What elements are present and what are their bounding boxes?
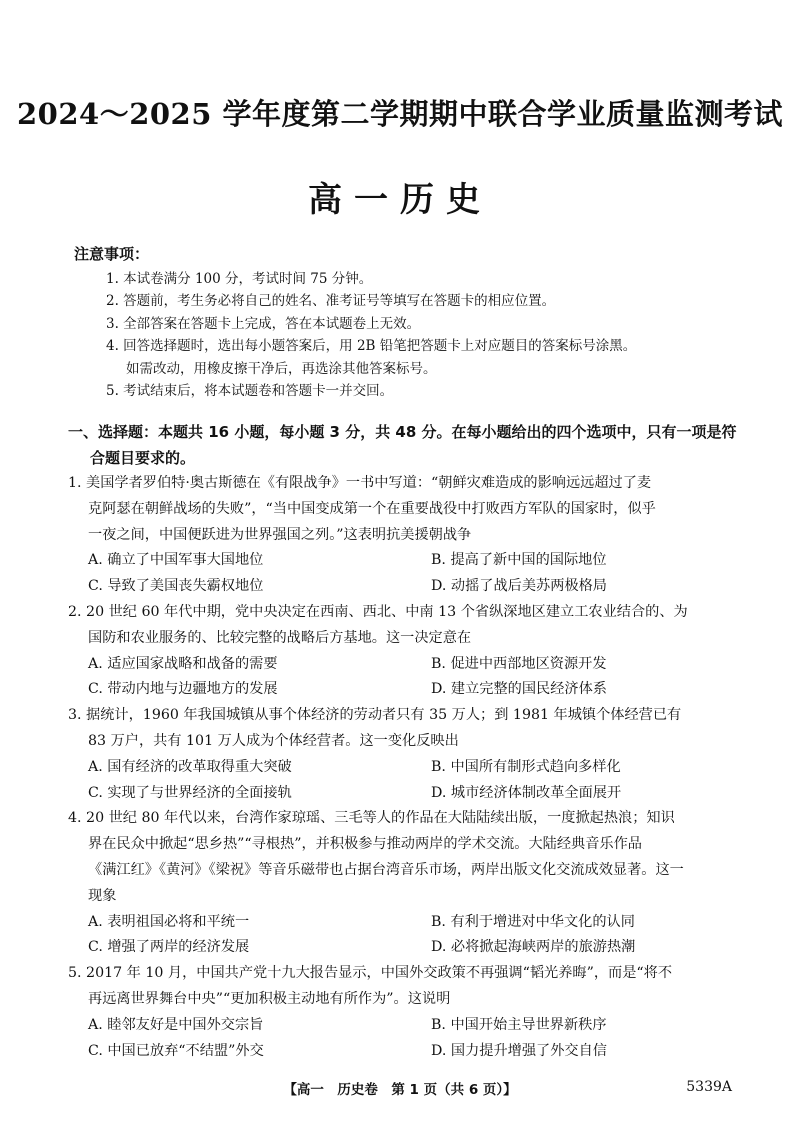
option-b: B. 促进中西部地区资源开发 xyxy=(431,655,607,672)
option-a: A. 国有经济的改革取得重大突破 xyxy=(88,758,292,775)
question-2 xyxy=(68,600,738,703)
option-c: C. 增强了两岸的经济发展 xyxy=(88,939,250,956)
section-heading-line: 一、选择题：本题共 16 小题，每小题 3 分，共 48 分。在每小题给出的四个选项中，只有一项是符 xyxy=(68,423,737,441)
question-stem-line: 3. 据统计，1960 年我国城镇从事个体经济的劳动者只有 35 万人；到 1981 年城镇个体经营已有 xyxy=(68,707,682,724)
section-heading xyxy=(68,419,748,471)
option-b: B. 中国所有制形式趋向多样化 xyxy=(431,758,621,775)
question-stem-line: 克阿瑟在朝鲜战场的失败”，“当中国变成第一个在重要战役中打败西方军队的国家时，似乎 xyxy=(88,500,656,517)
question-stem-line: 现象 xyxy=(88,887,117,904)
question-list xyxy=(68,471,738,1064)
question-stem-line: 4. 20 世纪 80 年代以来，台湾作家琼瑶、三毛等人的作品在大陆陆续出版，一度掀起热浪；知识 xyxy=(68,810,675,827)
question-stem-line: 再远离世界舞台中央”“更加积极主动地有所作为”。这说明 xyxy=(88,990,451,1007)
question-stem-line: 《满江红》《黄河》《梁祝》等音乐磁带也占据台湾音乐市场，两岸出版文化交流成效显著。这一 xyxy=(88,861,684,878)
question-4 xyxy=(68,806,738,961)
notice-item: 1. 本试卷满分 100 分，考试时间 75 分钟。 xyxy=(106,271,373,287)
question-stem-line: 83 万户，共有 101 万人成为个体经营者。这一变化反映出 xyxy=(88,732,459,749)
option-c: C. 带动内地与边疆地方的发展 xyxy=(88,681,278,698)
paper-code: 5339A xyxy=(686,1079,732,1095)
question-3 xyxy=(68,703,738,806)
page-footer: 【高一 历史卷 第 1 页（共 6 页）】 xyxy=(283,1082,517,1098)
question-options xyxy=(68,1013,738,1065)
option-c: C. 导致了美国丧失霸权地位 xyxy=(88,578,264,595)
question-stem-line: 一夜之间，中国便跃进为世界强国之列。”这表明抗美援朝战争 xyxy=(88,526,472,543)
question-stem-line: 界在民众中掀起“思乡热”“寻根热”，并积极参与推动两岸的学术交流。大陆经典音乐作品 xyxy=(88,836,642,853)
question-options xyxy=(68,652,738,704)
notice-item: 3. 全部答案在答题卡上完成，答在本试题卷上无效。 xyxy=(106,315,421,332)
option-b: B. 中国开始主导世界新秩序 xyxy=(431,1016,607,1033)
notice-item: 如需改动，用橡皮擦干净后，再选涂其他答案标号。 xyxy=(126,360,437,377)
option-b: B. 有利于增进对中华文化的认同 xyxy=(431,913,635,930)
question-options xyxy=(68,910,738,962)
option-a: A. 适应国家战略和战备的需要 xyxy=(88,655,278,672)
question-stem-line: 国防和农业服务的、比较完整的战略后方基地。这一决定意在 xyxy=(88,629,472,646)
question-1 xyxy=(68,471,738,600)
question-5 xyxy=(68,961,738,1064)
option-a: A. 睦邻友好是中国外交宗旨 xyxy=(88,1016,264,1033)
question-stem-line: 2. 20 世纪 60 年代中期，党中央决定在西南、西北、中南 13 个省纵深地区建立工农业结合的、为 xyxy=(68,603,688,620)
question-stem-line: 1. 美国学者罗伯特·奥古斯德在《有限战争》一书中写道：“朝鲜灾难造成的影响远远超过了麦 xyxy=(68,475,652,491)
option-d: D. 城市经济体制改革全面展开 xyxy=(431,784,622,801)
option-d: D. 国力提升增强了外交自信 xyxy=(431,1042,607,1059)
exam-title: 2024～2025 学年度第二学期期中联合学业质量监测考试 xyxy=(16,97,784,131)
question-stem-line: 5. 2017 年 10 月，中国共产党十九大报告显示，中国外交政策不再强调“韬光养晦”，而是“将不 xyxy=(68,965,673,982)
notice-item: 2. 答题前，考生务必将自己的姓名、准考证号等填写在答题卡的相应位置。 xyxy=(106,293,556,310)
question-options xyxy=(68,755,738,807)
option-c: C. 实现了与世界经济的全面接轨 xyxy=(88,784,292,801)
option-a: A. 表明祖国必将和平统一 xyxy=(88,913,250,930)
option-d: D. 建立完整的国民经济体系 xyxy=(431,681,607,698)
option-d: D. 必将掀起海峡两岸的旅游热潮 xyxy=(431,939,636,956)
subject-title: 高一历史 xyxy=(308,180,492,220)
notice-heading: 注意事项： xyxy=(74,245,150,263)
option-a: A. 确立了中国军事大国地位 xyxy=(88,552,264,569)
option-c: C. 中国已放弃“不结盟”外交 xyxy=(88,1042,264,1059)
notice-list xyxy=(106,268,746,402)
option-b: B. 提高了新中国的国际地位 xyxy=(431,552,607,569)
notice-item: 5. 考试结束后，将本试题卷和答题卡一并交回。 xyxy=(106,383,394,400)
question-options xyxy=(68,548,738,600)
notice-item: 4. 回答选择题时，选出每小题答案后，用 2B 铅笔把答题卡上对应题目的答案标号涂黑。 xyxy=(106,338,637,355)
option-d: D. 动摇了战后美苏两极格局 xyxy=(431,578,607,595)
section-heading-line: 合题目要求的。 xyxy=(90,449,196,467)
